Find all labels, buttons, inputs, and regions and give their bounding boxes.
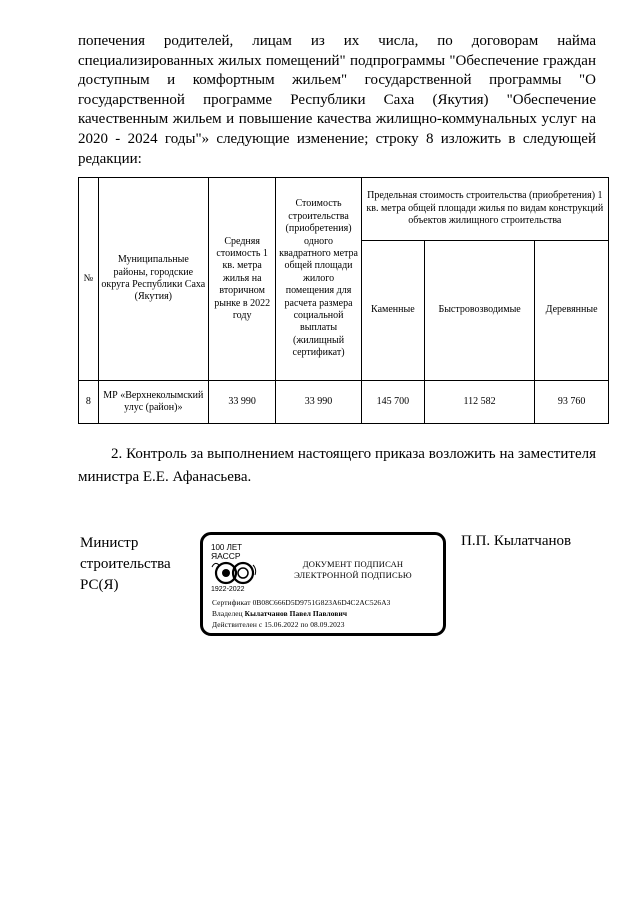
cell-wood: 93 760: [535, 381, 609, 424]
minister-title-line2: строительства: [80, 556, 171, 572]
stamp-title: [265, 559, 441, 581]
cell-num: 8: [79, 381, 99, 424]
jubilee-logo-icon: [209, 541, 261, 593]
e-signature-stamp: [200, 532, 446, 636]
valid-value: с 15.06.2022 по 08.09.2023: [258, 620, 345, 629]
prices-table: [78, 177, 609, 424]
header-wood: Деревянные: [535, 241, 609, 381]
header-construction-cost: Стоимость строительства (приобретения) одного квадратного метра общей площади жилого помещения для расчета размера социальной выплаты (жилищный сертификат): [276, 178, 361, 381]
header-num: №: [79, 178, 99, 381]
intro-paragraph: попечения родителей, лицам из их числа, по договорам найма специализированных жилых помещений" подпрограммы "Обеспечение граждан доступным и комфортным жильем" государственной программы "О государственной программе Республики Саха (Якутия) "Обеспечение качественным жильем и повышение качества жилищно-коммунальных услуг на 2020 - 2024 годы"» следующие изменение; строку 8 изложить в следующей редакции:: [78, 33, 596, 167]
cell-region: МР «Верхнеколымский улус (район)»: [98, 381, 208, 424]
stamp-details: [212, 597, 390, 630]
minister-title: [80, 533, 171, 596]
cert-value: 0B08C666D5D9751G823A6D4C2AC526A3: [252, 598, 391, 607]
control-paragraph: [78, 443, 596, 489]
minister-title-line3: РС(Я): [80, 577, 119, 593]
table-header-row: [79, 178, 609, 241]
minister-title-line1: Министр: [80, 535, 139, 551]
stamp-owner-line: [212, 608, 390, 619]
cell-avg-cost: 33 990: [208, 381, 276, 424]
header-avg-cost: Средняя стоимость 1 кв. метра жилья на вторичном рынке в 2022 году: [208, 178, 276, 381]
svg-text:100 ЛЕТ: 100 ЛЕТ: [211, 543, 243, 552]
control-text: 2. Контроль за выполнением настоящего приказа возложить на заместителя министра Е.Е. Афанасьева.: [78, 446, 596, 485]
header-region: Муниципальные районы, городские округа Республики Саха (Якутия): [98, 178, 208, 381]
cell-construction-cost: 33 990: [276, 381, 361, 424]
header-fast: Быстровозводимые: [425, 241, 535, 381]
header-limit-group: Предельная стоимость строительства (приобретения) 1 кв. метра общей площади жилья по видам конструкций объектов жилищного строительства: [361, 178, 608, 241]
cell-fast: 112 582: [425, 381, 535, 424]
svg-text:1922-2022: 1922-2022: [211, 586, 245, 593]
cell-stone: 145 700: [361, 381, 424, 424]
table-row: [79, 381, 609, 424]
cert-label: Сертификат: [212, 598, 251, 607]
stamp-title-line2: ЭЛЕКТРОННОЙ ПОДПИСЬЮ: [294, 570, 412, 580]
svg-text:ЯАССР: ЯАССР: [211, 551, 241, 561]
header-stone: Каменные: [361, 241, 424, 381]
valid-label: Действителен: [212, 620, 257, 629]
signer-name: П.П. Кылатчанов: [461, 533, 572, 549]
stamp-valid-line: [212, 619, 390, 630]
stamp-cert-line: [212, 597, 390, 608]
owner-value: Кылатчанов Павел Павлович: [244, 609, 348, 618]
owner-label: Владелец: [212, 609, 243, 618]
stamp-title-line1: ДОКУМЕНТ ПОДПИСАН: [302, 559, 404, 569]
